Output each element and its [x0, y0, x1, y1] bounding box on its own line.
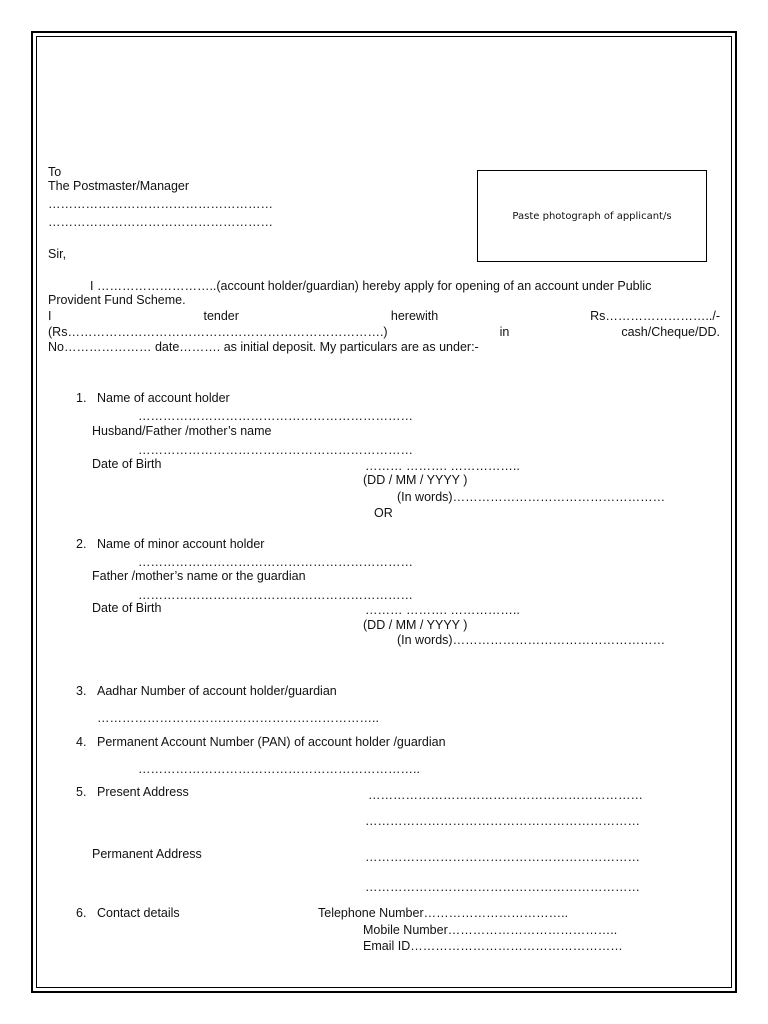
photo-box-label: Paste photograph of applicant/s: [512, 210, 672, 222]
dob-format-2: (DD / MM / YYYY ): [363, 618, 468, 632]
item-2-label: Name of minor account holder: [97, 537, 265, 551]
recipient-title: The Postmaster/Manager: [48, 179, 190, 193]
item-4-number: 4.: [76, 735, 87, 749]
intro-line-3-word-4: Rs……………………../-: [590, 309, 720, 323]
mobile-number-field: Mobile Number…………………………………..: [363, 923, 618, 937]
to-label: To: [48, 165, 62, 179]
aadhar-field: …………………………………………………………..: [97, 711, 379, 725]
intro-line-3: [48, 309, 720, 323]
dob-label-1: Date of Birth: [92, 457, 162, 471]
item-5-number: 5.: [76, 785, 87, 799]
intro-line-4: [48, 325, 720, 339]
intro-line-3-word-1: I: [48, 309, 52, 323]
present-address-field-1: …………………………………………………………: [368, 788, 643, 802]
intro-line-5: No………………… date………. as initial deposit. My particulars are as under:-: [48, 340, 479, 354]
intro-line-4-word-3: cash/Cheque/DD.: [621, 325, 720, 339]
item-1-label: Name of account holder: [97, 391, 230, 405]
husband-father-field: …………………………………………………………: [138, 443, 413, 457]
item-6-number: 6.: [76, 906, 87, 920]
or-label: OR: [374, 506, 393, 520]
intro-line-3-word-2: tender: [203, 309, 239, 323]
email-id-field: Email ID……………………………………………: [363, 939, 623, 953]
intro-line-2: Provident Fund Scheme.: [48, 293, 186, 307]
intro-line-4-word-1: (Rs………………………………………………………………….): [48, 325, 388, 339]
item-4-label: Permanent Account Number (PAN) of account holder /guardian: [97, 735, 446, 749]
item-3-number: 3.: [76, 684, 87, 698]
dob-format-1: (DD / MM / YYYY ): [363, 473, 468, 487]
item-3-label: Aadhar Number of account holder/guardian: [97, 684, 337, 698]
dob-label-2: Date of Birth: [92, 601, 162, 615]
present-address-label: Present Address: [97, 785, 189, 799]
pan-field: …………………………………………………………..: [138, 762, 420, 776]
intro-line-1: I ………………………..(account holder/guardian) hereby apply for opening of an account under Public: [90, 279, 652, 293]
address-line-2: ………………………………………………: [48, 215, 273, 229]
intro-line-3-word-3: herewith: [390, 309, 439, 323]
item-1-field: …………………………………………………………: [138, 409, 413, 423]
salutation: Sir,: [48, 247, 67, 261]
photo-box: [477, 170, 707, 262]
permanent-address-field-1: …………………………………………………………: [365, 850, 640, 864]
guardian-label: Father /mother’s name or the guardian: [92, 569, 306, 583]
intro-line-4-word-2: in: [499, 325, 510, 339]
husband-father-label: Husband/Father /mother’s name: [92, 424, 272, 438]
permanent-address-field-2: …………………………………………………………: [365, 880, 640, 894]
contact-details-label: Contact details: [97, 906, 180, 920]
item-2-number: 2.: [76, 537, 87, 551]
dob-in-words-1: (In words)……………………………………………: [397, 490, 666, 504]
permanent-address-label: Permanent Address: [92, 847, 202, 861]
dob-field-2: ……… ………. ……………..: [365, 603, 520, 617]
dob-field-1: ……… ………. ……………..: [365, 459, 520, 473]
present-address-field-2: …………………………………………………………: [365, 814, 640, 828]
telephone-number-field: Telephone Number……………………………..: [318, 906, 569, 920]
item-1-number: 1.: [76, 391, 87, 405]
address-line-1: ………………………………………………: [48, 197, 273, 211]
guardian-field: …………………………………………………………: [138, 588, 413, 602]
dob-in-words-2: (In words)……………………………………………: [397, 633, 666, 647]
item-2-field: …………………………………………………………: [138, 555, 413, 569]
